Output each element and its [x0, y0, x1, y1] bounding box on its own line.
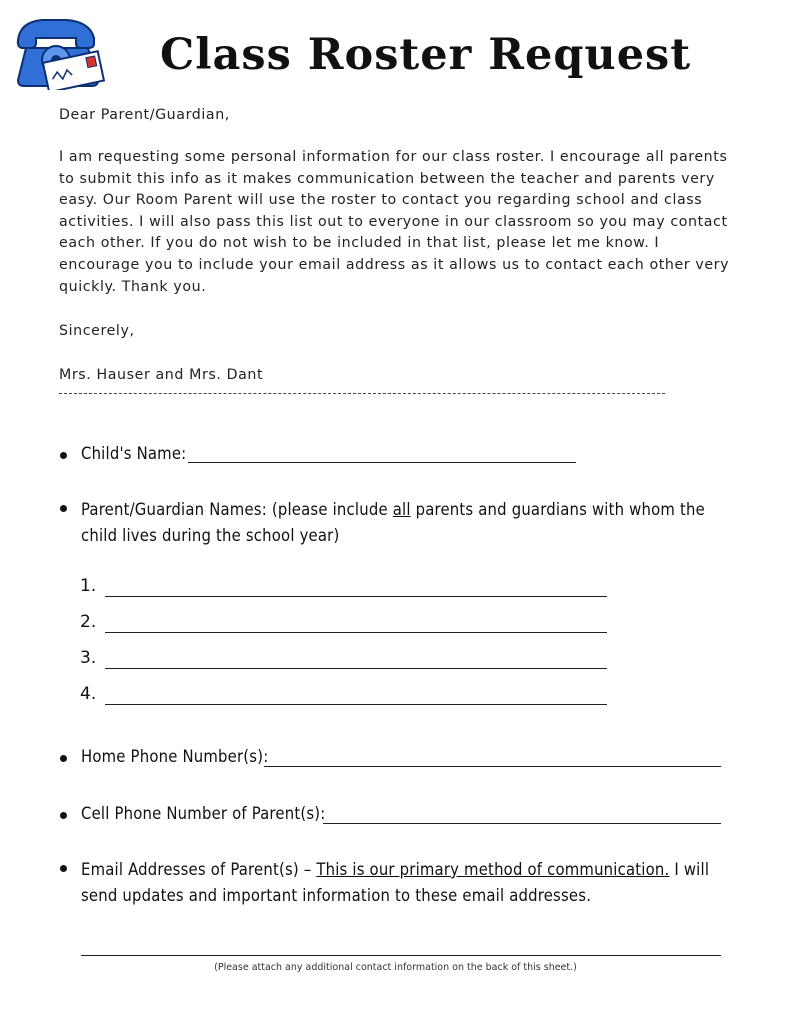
parent-number: 1.: [80, 576, 97, 596]
email-field[interactable]: [81, 955, 721, 956]
parent-name-field-4[interactable]: [105, 704, 607, 705]
bullet-icon: [60, 505, 67, 512]
closing: Sincerely,: [59, 323, 135, 339]
child-name-label: Child's Name:: [81, 444, 187, 463]
home-phone-label: Home Phone Number(s):: [81, 747, 269, 766]
signature: Mrs. Hauser and Mrs. Dant: [59, 367, 264, 383]
bullet-icon: [60, 452, 67, 459]
dashed-divider: [59, 393, 665, 394]
bullet-icon: [60, 755, 67, 762]
bullet-icon: [60, 812, 67, 819]
cell-phone-field[interactable]: [323, 823, 721, 824]
telephone-envelope-icon: [12, 10, 112, 90]
salutation: Dear Parent/Guardian,: [59, 107, 230, 123]
cell-phone-label: Cell Phone Number of Parent(s):: [81, 804, 326, 823]
footnote: (Please attach any additional contact information on the back of this sheet.): [214, 962, 577, 973]
parent-name-field-2[interactable]: [105, 632, 607, 633]
parent-name-field-1[interactable]: [105, 596, 607, 597]
letter-body: I am requesting some personal information for our class roster. I encourage all parents to submit this info as it makes communication between the teacher and parents very easy. Our Room Parent will use the roster to contact you regarding school and class activities. I will also pass this list out to everyone in our classroom so you may contact each other. If you do not wish to be included in that list, please let me know. I encourage you to include your email address as it allows us to contact each other very quickly. Thank you.: [59, 149, 730, 295]
parent-name-field-3[interactable]: [105, 668, 607, 669]
parent-number: 3.: [80, 648, 97, 668]
page-title: Class Roster Request: [160, 30, 692, 80]
bullet-icon: [60, 865, 67, 872]
email-label: Email Addresses of Parent(s) – This is our primary method of communication. I will send updates and important information to these email addresses.: [81, 860, 710, 905]
parent-number: 2.: [80, 612, 97, 632]
home-phone-field[interactable]: [264, 766, 721, 767]
parent-number: 4.: [80, 684, 97, 704]
parents-label: Parent/Guardian Names: (please include all parents and guardians with whom the child lives during the school year): [81, 500, 705, 545]
child-name-field[interactable]: [188, 462, 576, 463]
